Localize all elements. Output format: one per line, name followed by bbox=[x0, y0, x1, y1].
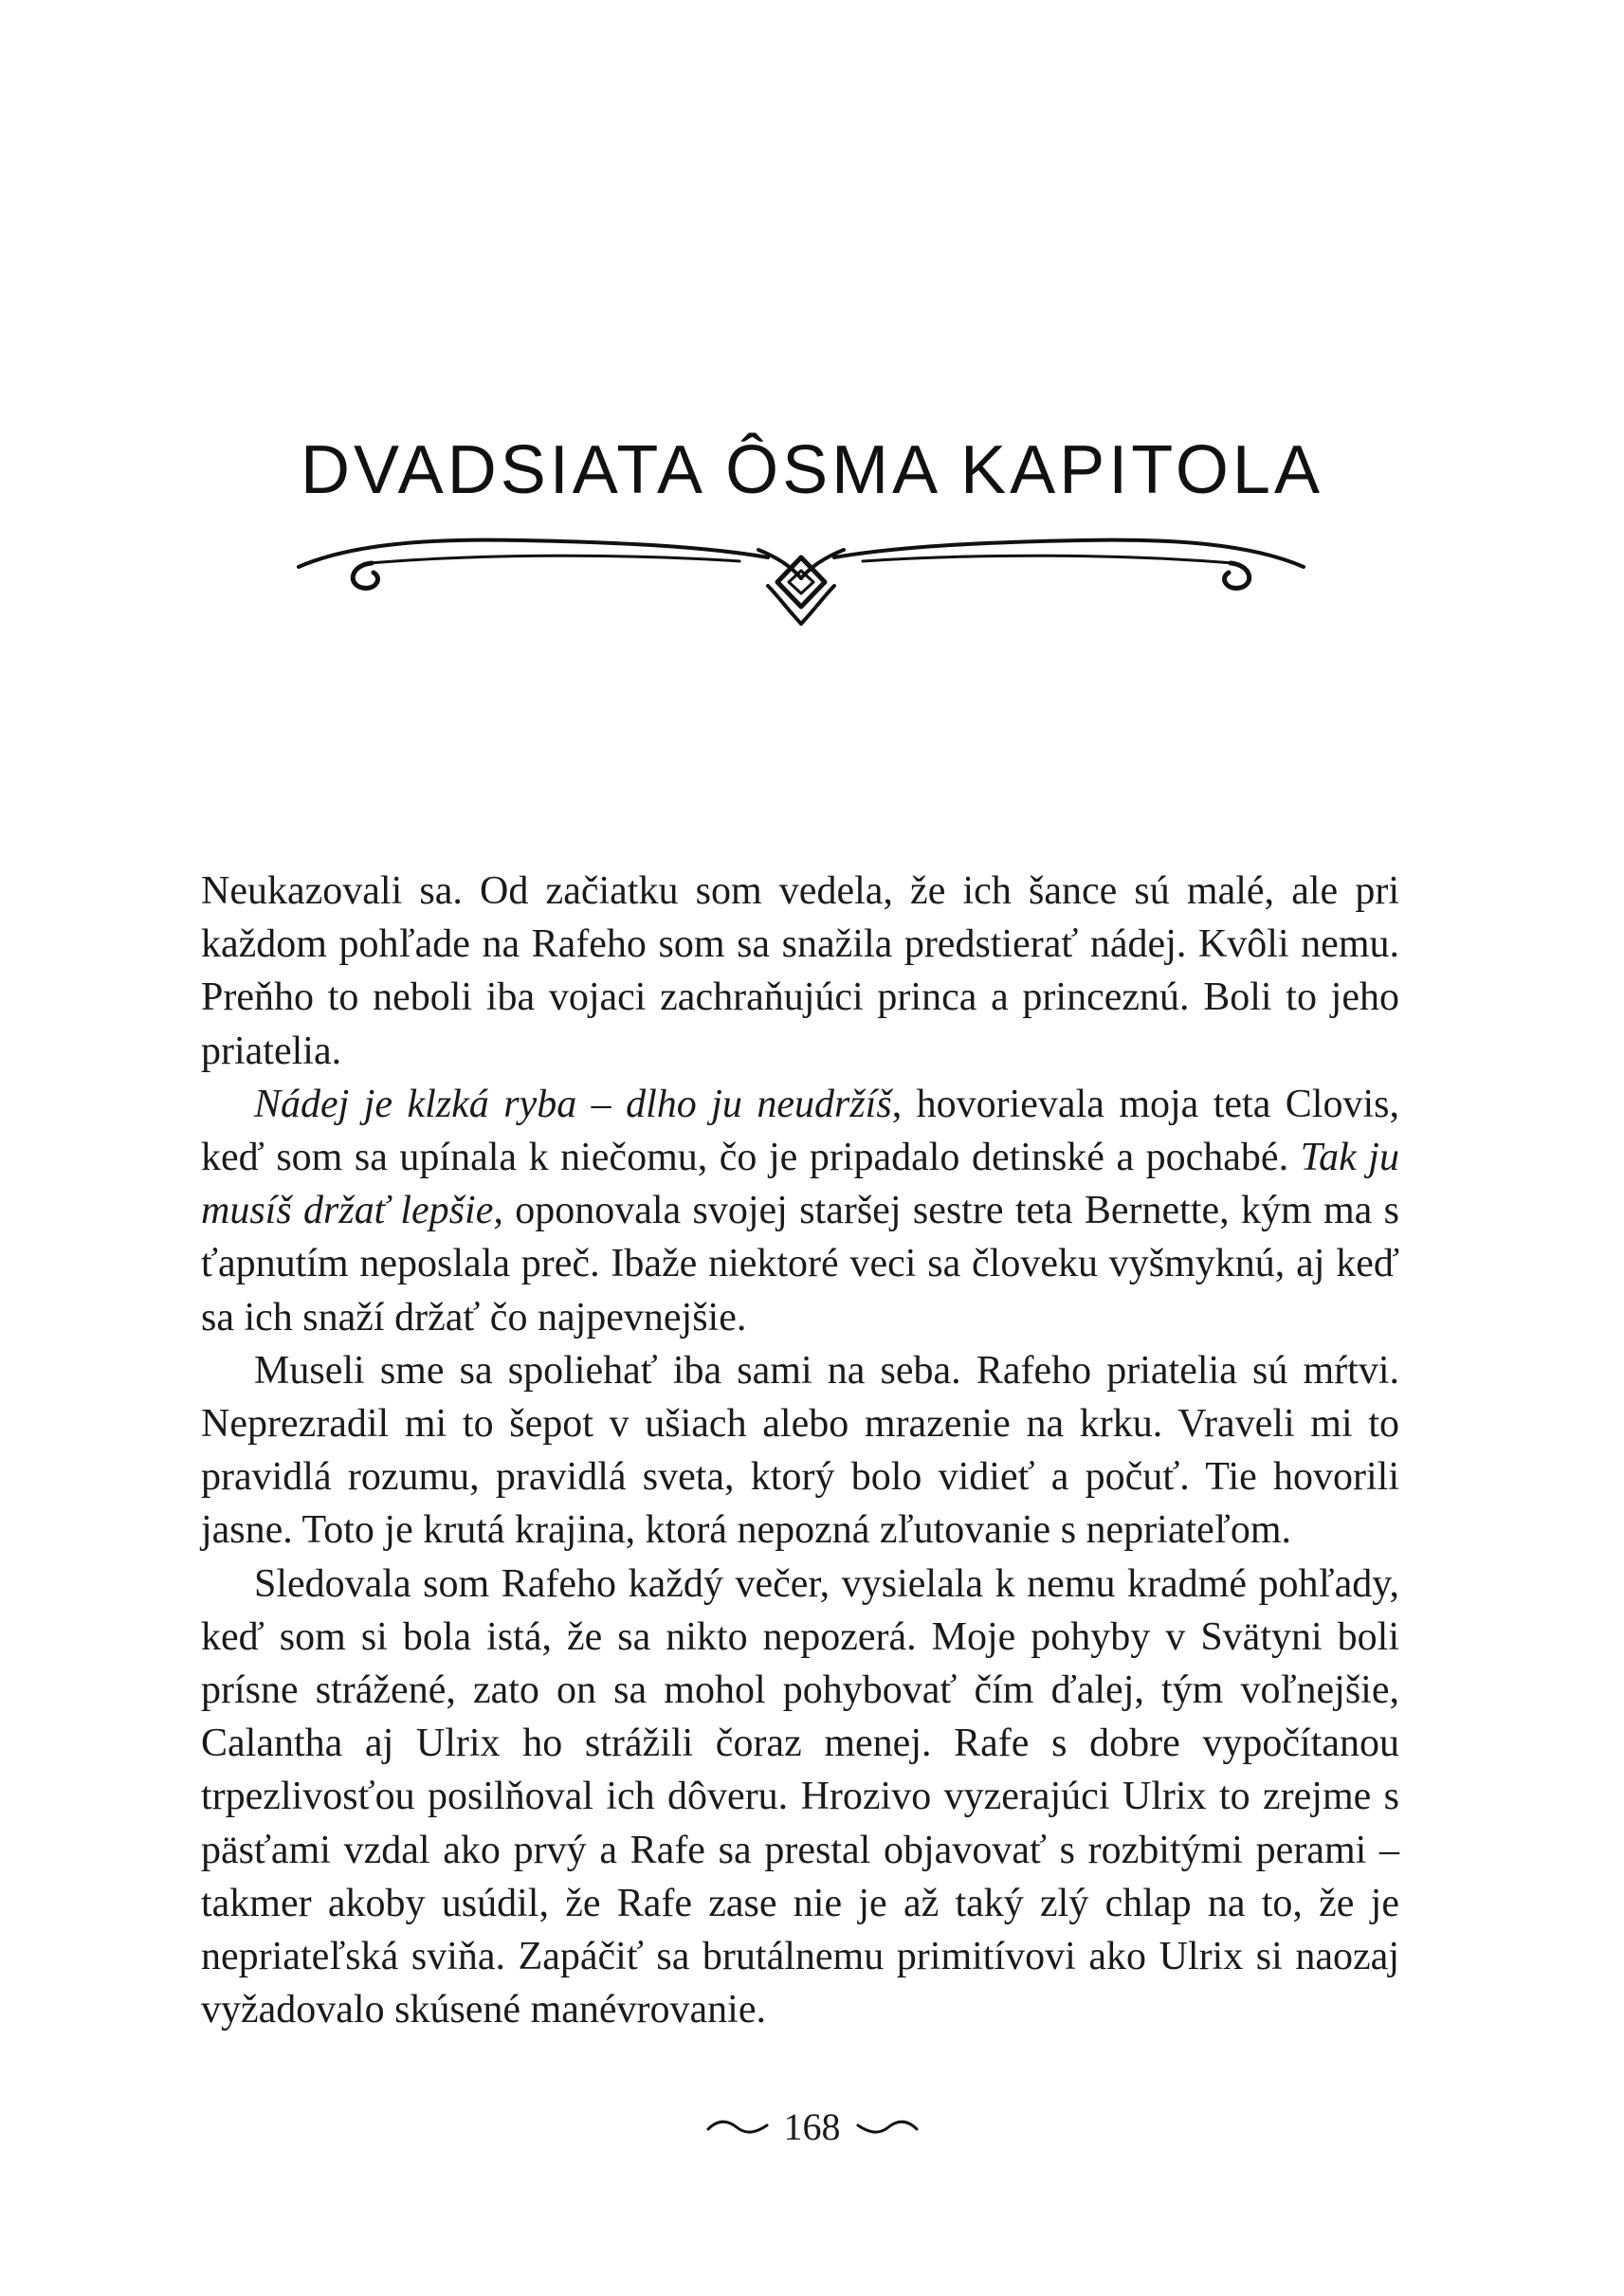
text-run: oponovala svojej staršej sestre teta Bernette, kým ma s ťapnutím neposlala preč. Ibaže niektoré veci sa človeku vyšmyknú, aj keď sa ich snaží držať čo najpevnejšie. bbox=[201, 1189, 1399, 1339]
page-number: 168 bbox=[783, 2105, 841, 2148]
text-run: Museli sme sa spoliehať iba sami na seba. Rafeho priatelia sú mŕtvi. Neprezradil mi to šepot v ušiach alebo mrazenie na krku. Vraveli mi to pravidlá rozumu, pravidlá sveta, ktorý bolo vidieť a počuť. Tie hovorili jasne. Toto je krutá krajina, ktorá nepozná zľutovanie s nepriateľom. bbox=[201, 1348, 1399, 1553]
left-flourish-icon bbox=[704, 2118, 771, 2137]
chapter-title: DVADSIATA ÔSMA KAPITOLA bbox=[301, 432, 1323, 508]
chapter-ornament-icon bbox=[294, 529, 1308, 633]
text-run: , hovorievala moja teta Clovis, keď som sa upínala k niečomu, čo je pripadalo detinské a pochabé. bbox=[201, 1082, 1399, 1180]
text-run: Sledovala som Rafeho každý večer, vysielala k nemu kradmé pohľady, keď som si bola istá, že sa nikto nepozerá. Moje pohyby v Svätyni boli prísne strážené, zato on sa mohol pohybovať čím ďalej, tým voľnejšie, Calantha aj Ulrix ho strážili čoraz menej. Rafe s dobre vypočítanou trpezlivosťou posilňoval ich dôveru. Hrozivo vyzerajúci Ulrix to zrejme s päsťami vzdal ako prvý a Rafe sa prestal objavovať s rozbitými perami – takmer akoby usúdil, že Rafe zase nie je až taký zlý chlap na to, že je nepriateľská sviňa. Zapáčiť sa brutálnemu primitívovi ako Ulrix si naozaj vyžadovalo skúsené manévrovanie. bbox=[201, 1561, 1399, 2032]
paragraph bbox=[201, 1558, 1399, 2037]
right-flourish-icon bbox=[854, 2118, 921, 2137]
page-footer bbox=[0, 2105, 1624, 2149]
paragraph bbox=[201, 1344, 1399, 1558]
italic-quote: Nádej je klzká ryba – dlho ju neudržíš bbox=[254, 1082, 892, 1126]
italic-quote: Tak ju musíš držať lepšie, bbox=[201, 1136, 1399, 1233]
paragraph bbox=[201, 865, 1399, 1078]
paragraph bbox=[201, 1078, 1399, 1344]
text-run: Neukazovali sa. Od začiatku som vedela, že ich šance sú malé, ale pri každom pohľade na Rafeho som sa snažila predstierať nádej. Kvôli nemu. Preňho to neboli iba vojaci zachraňujúci princa a princeznú. Boli to jeho priatelia. bbox=[201, 869, 1399, 1073]
chapter-body bbox=[201, 865, 1399, 2036]
